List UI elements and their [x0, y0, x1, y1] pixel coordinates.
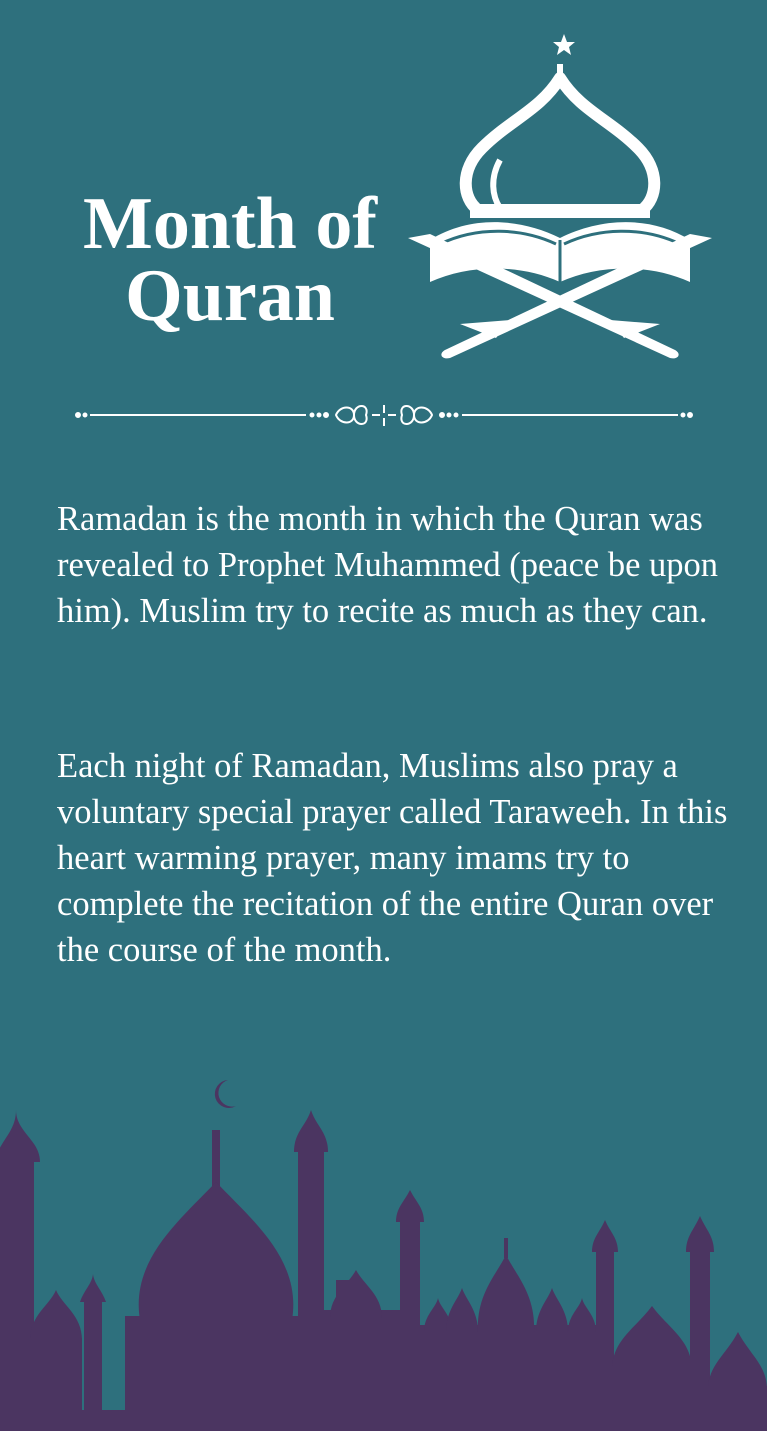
page-title	[0, 183, 460, 337]
paragraph-taraweeh: Each night of Ramadan, Muslims also pray a voluntary special prayer called Taraweeh. In this heart warming prayer, many imams try to complete the recitation of the entire Quran over the course of the month.	[57, 747, 728, 969]
title-line-2: Quran	[125, 255, 335, 337]
star-icon	[553, 34, 575, 55]
mosque-skyline-silhouette	[0, 1070, 767, 1431]
paragraph-quran-revealed: Ramadan is the month in which the Quran was revealed to Prophet Muhammed (peace be upon him). Muslim try to recite as much as they can.	[57, 500, 719, 630]
ornamental-divider	[74, 395, 694, 435]
title-line-1: Month of	[83, 183, 377, 265]
quran-stand-icon	[400, 20, 720, 365]
